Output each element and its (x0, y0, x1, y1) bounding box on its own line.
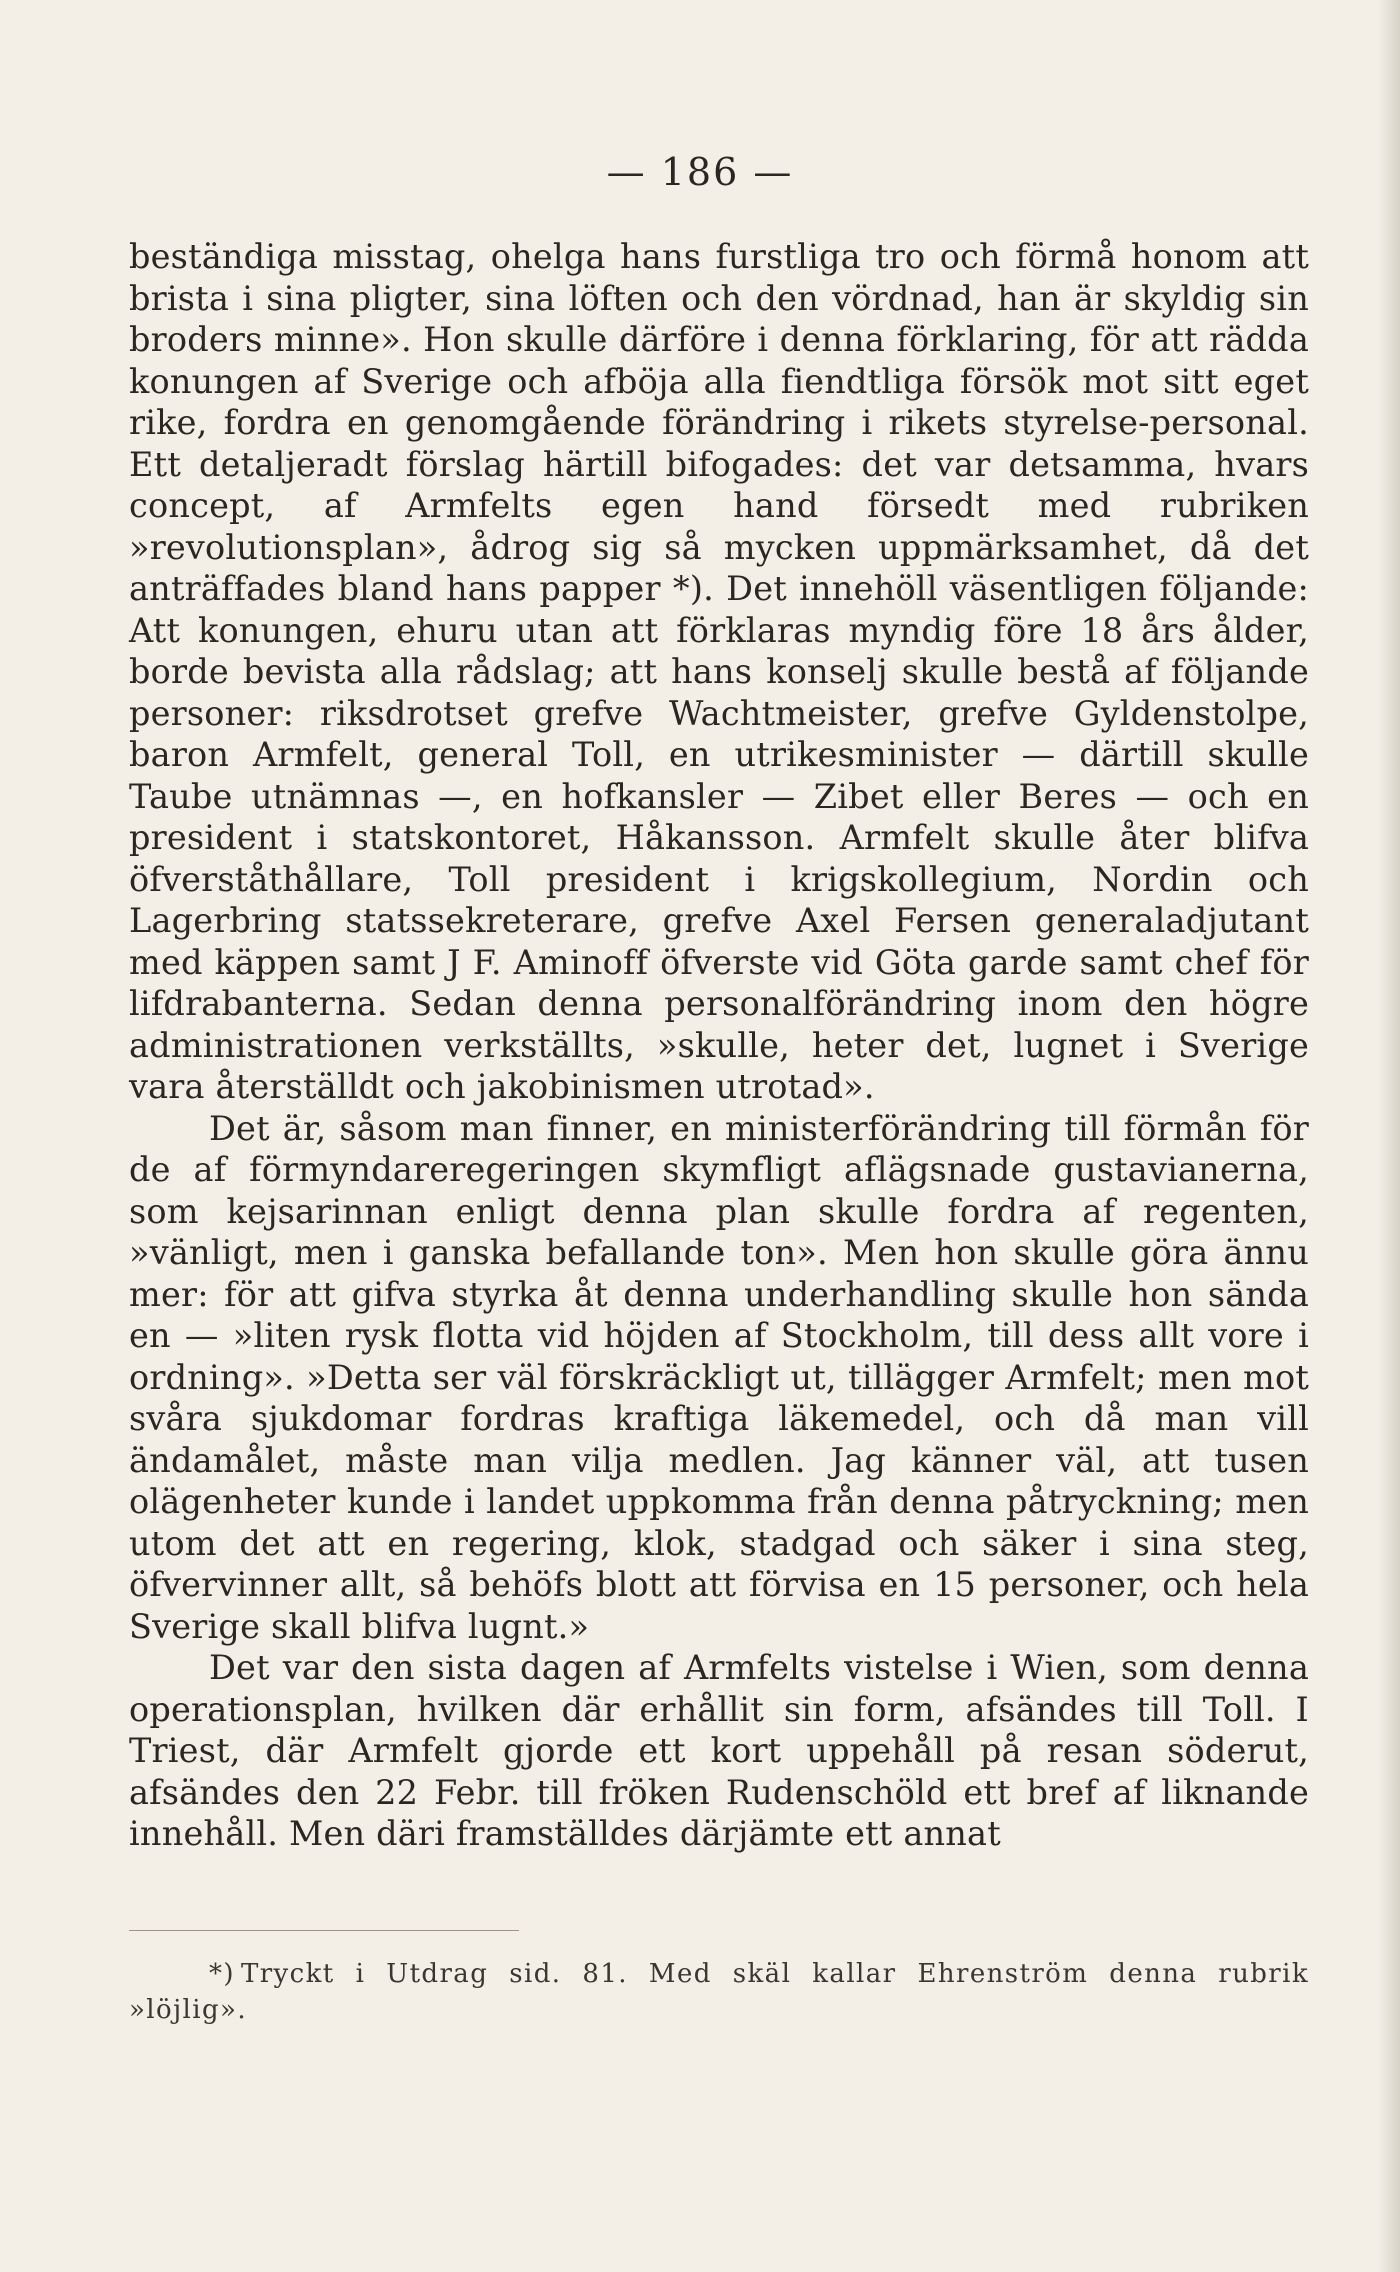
footnote-mark: *) (209, 1959, 235, 1989)
page-edge-shadow (1378, 0, 1400, 2272)
paragraph-3: Det var den sista dagen af Armfelts vistelse i Wien, som denna operationsplan, hvilken där erhållit sin form, afsändes till Toll. I Triest, där Armfelt gjorde ett kort uppehåll på resan söderut, afsändes den 22 Febr. till fröken Rudenschöld ett bref af liknande innehåll. Men däri framställdes därjämte ett annat (129, 1648, 1309, 1853)
paragraph-1: beständiga misstag, ohelga hans furstliga tro och förmå honom att brista i sina pligter, sina löften och den vördnad, han är skyldig sin broders minne». Hon skulle därföre i denna förklaring, för att rädda konungen af Sverige och afböja alla fiendtliga försök mot sitt eget rike, fordra en genomgående förändring i rikets styrelse-personal. Ett detaljeradt förslag härtill bifogades: det var detsamma, hvars concept, af Armfelts egen hand försedt med rubriken »revolutionsplan», ådrog sig så mycken uppmärksamhet, då det anträffades bland hans papper *). Det innehöll väsentligen följande: Att konungen, ehuru utan att förklaras myndig före 18 års ålder, borde bevista alla rådslag; att hans konselj skulle bestå af följande personer: riksdrotset grefve Wachtmeister, grefve Gyldenstolpe, baron Armfelt, general Toll, en utrikesminister — därtill skulle Taube utnämnas —, en hofkansler — Zibet eller Beres — och en president i statskontoret, Håkansson. Armfelt skulle åter blifva öfverståthållare, Toll president i krigskollegium, Nordin och Lagerbring statssekreterare, grefve Axel Fersen generaladjutant med käppen samt J F. Aminoff öfverste vid Göta garde samt chef för lifdrabanterna. Sedan denna personalförändring inom den högre administrationen verkställts, »skulle, heter det, lugnet i Sverige vara återställdt och jakobinismen utrotad». (129, 237, 1309, 1106)
paragraph-2: Det är, såsom man finner, en ministerförändring till förmån för de af förmyndareregeringen skymfligt aflägsnade gustavianerna, som kejsarinnan enligt denna plan skulle fordra af regenten, »vänligt, men i ganska befallande ton». Men hon skulle göra ännu mer: för att gifva styrka åt denna underhandling skulle hon sända en — »liten rysk flotta vid höjden af Stockholm, till dess allt vore i ordning». »Detta ser väl förskräckligt ut, tillägger Armfelt; men mot svåra sjukdomar fordras kraftiga läkemedel, och då man vill ändamålet, måste man vilja medlen. Jag känner väl, att tusen olägenheter kunde i landet uppkomma från denna påtryckning; men utom det att en regering, klok, stadgad och säker i sina steg, öfvervinner allt, så behöfs blott att förvisa en 15 personer, och hela Sverige skall blifva lugnt.» (129, 1108, 1309, 1646)
footnote-text: Tryckt i Utdrag sid. 81. Med skäl kallar Ehrenström denna rubrik »löjlig». (129, 1959, 1309, 2025)
page-number: — 186 — (606, 150, 794, 194)
footnote-divider (129, 1930, 519, 1931)
footnote (129, 1956, 1309, 2028)
body-text (129, 236, 1309, 1855)
